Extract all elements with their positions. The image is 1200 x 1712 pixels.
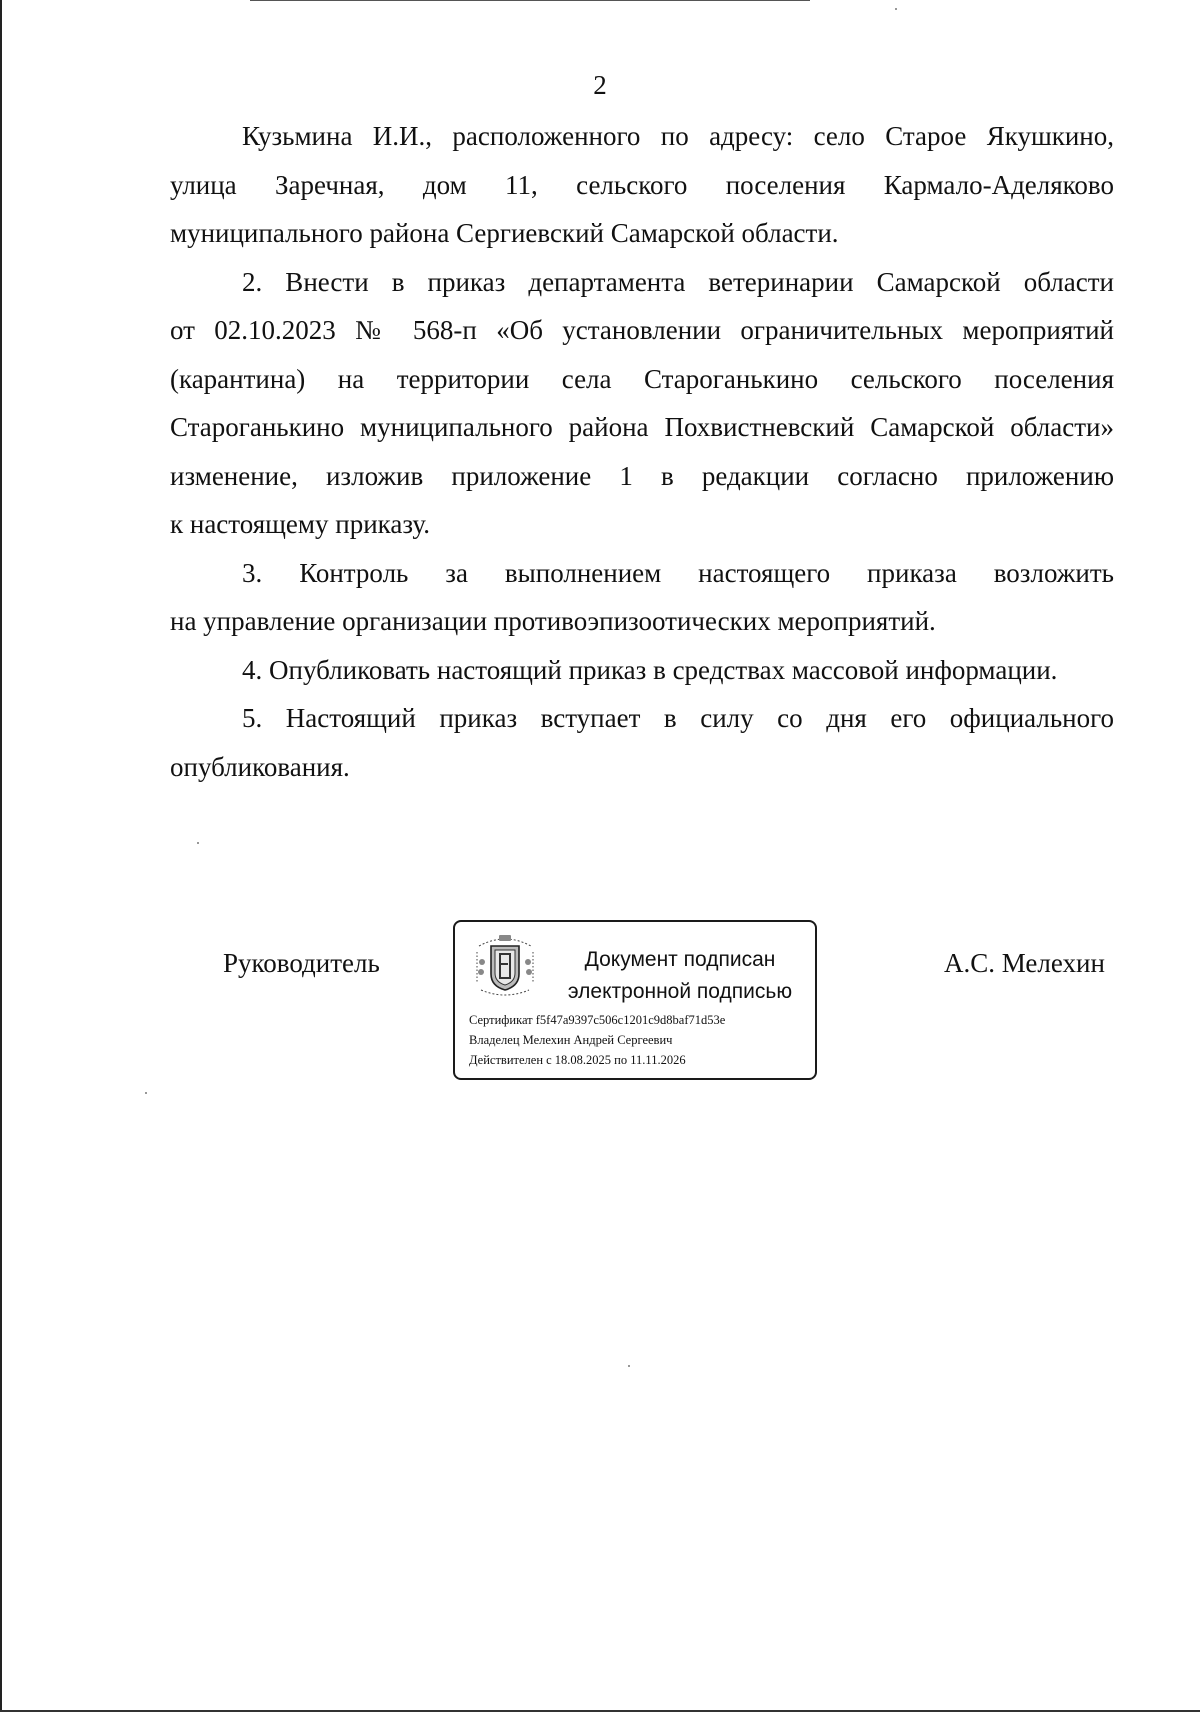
text-line: 2. Внести в приказ департамента ветеринарии Самарской области: [242, 266, 1114, 297]
certificate-owner: Владелец Мелехин Андрей Сергеевич: [469, 1033, 673, 1047]
certificate-validity: Действителен с 18.08.2025 по 11.11.2026: [469, 1053, 686, 1067]
scan-edge: [0, 0, 2, 1712]
text-line: Староганькино муниципального района Похвистневский Самарской области»: [170, 412, 1114, 442]
text-line: на управление организации противоэпизоотических мероприятий.: [170, 606, 936, 636]
signatory-name: А.С. Мелехин: [944, 948, 1105, 978]
text-line: изменение, изложив приложение 1 в редакции согласно приложению: [170, 460, 1114, 491]
scan-speck: [197, 842, 199, 844]
document-body: [170, 112, 1114, 791]
paragraph: [170, 112, 1114, 258]
stamp-heading: [555, 944, 805, 1008]
text-line: 5. Настоящий приказ вступает в силу со дня его официального: [242, 703, 1114, 733]
page-number: 2: [593, 70, 607, 100]
text-line: улица Заречная, дом 11, сельского поселения Кармало-Аделяково: [170, 169, 1114, 200]
text-line: (карантина) на территории села Староганькино сельского поселения: [170, 363, 1114, 394]
stamp-heading-line: Документ подписан: [584, 948, 776, 971]
paragraph: [170, 646, 1114, 695]
text-line: 3. Контроль за выполнением настоящего приказа возложить: [242, 557, 1114, 588]
paragraph: [170, 694, 1114, 791]
certificate-number: Сертификат f5f47a9397c506c1201c9d8baf71d53e: [469, 1013, 726, 1027]
paragraph: [170, 258, 1114, 549]
text-line: от 02.10.2023 № 568-п «Об установлении ограничительных мероприятий: [170, 315, 1114, 345]
scan-speck: [895, 8, 897, 10]
electronic-signature-stamp: [453, 920, 817, 1080]
paragraph: [170, 549, 1114, 646]
signature-block: [0, 918, 1200, 1086]
scan-speck: [145, 1092, 147, 1094]
scan-speck: [628, 1365, 630, 1367]
stamp-heading-line: электронной подписью: [567, 980, 793, 1003]
coat-of-arms-icon: [473, 932, 537, 998]
signatory-title: Руководитель: [223, 948, 380, 978]
text-line: муниципального района Сергиевский Самарской области.: [170, 218, 839, 248]
scan-edge: [250, 0, 810, 1]
text-line: 4. Опубликовать настоящий приказ в средствах массовой информации.: [242, 654, 1058, 685]
text-line: Кузьмина И.И., расположенного по адресу: село Старое Якушкино,: [242, 121, 1114, 151]
stamp-details: [469, 1010, 725, 1070]
text-line: к настоящему приказу.: [170, 509, 430, 539]
text-line: опубликования.: [170, 751, 350, 782]
